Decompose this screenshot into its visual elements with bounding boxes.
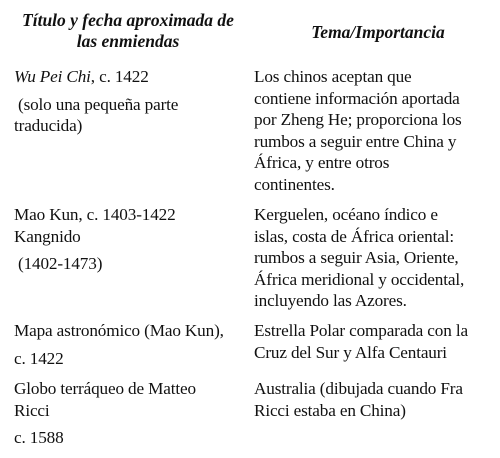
row-3-topic-cell	[254, 320, 494, 363]
column-header-title-date-line1: Título y fecha aproximada de	[22, 10, 234, 30]
column-header-topic	[262, 22, 494, 43]
row-3-title-line1: Mapa astronómico (Mao Kun),	[14, 321, 224, 340]
row-2-title-line3: (1402-1473)	[18, 254, 103, 274]
row-1-topic-line: Los chinos aceptan que	[254, 67, 412, 86]
row-1-topic-line: rumbos a seguir entre China y	[254, 131, 457, 151]
row-3-title-line2: c. 1422	[14, 348, 64, 368]
row-1-topic-line: contiene información aportada	[254, 88, 460, 108]
row-1-topic-line: continentes.	[254, 174, 335, 194]
row-2-title-line2: Kangnido	[14, 226, 81, 246]
row-2-topic-cell	[254, 204, 494, 312]
row-1-topic-line: África, y entre otros	[254, 153, 390, 173]
row-2-topic-line: rumbos a seguir Asia, Oriente,	[254, 248, 459, 268]
column-header-title-date	[6, 10, 250, 52]
row-4-title-line3: c. 1588	[14, 428, 64, 448]
row-3-topic-line: Cruz del Sur y Alfa Centauri	[254, 342, 447, 362]
column-header-title-date-line2: las enmiendas	[76, 31, 180, 51]
row-1-title-cell	[14, 66, 254, 137]
row-2-topic-line: incluyendo las Azores.	[254, 291, 407, 311]
row-1-title-date: , c. 1422	[90, 67, 149, 86]
row-4-topic-line: Ricci estaba en China)	[254, 400, 406, 420]
row-2-title-cell	[14, 204, 254, 275]
row-1-note-line1: (solo una pequeña parte	[18, 94, 179, 114]
row-2-title-line1: Mao Kun, c. 1403-1422	[14, 205, 176, 224]
row-4-topic-cell	[254, 378, 494, 421]
row-2-topic-line: Kerguelen, océano índico e	[254, 205, 438, 224]
row-1-title	[14, 66, 254, 88]
row-1-topic-cell	[254, 66, 494, 196]
row-4-title-line1: Globo terráqueo de Matteo	[14, 379, 196, 398]
row-4-title-cell	[14, 378, 254, 449]
row-2-topic-line: islas, costa de África oriental:	[254, 226, 454, 246]
row-4-topic-line: Australia (dibujada cuando Fra	[254, 379, 463, 398]
row-1-note-line2: traducida)	[14, 116, 83, 136]
column-header-topic-label: Tema/Importancia	[311, 22, 445, 42]
row-3-title-cell	[14, 320, 254, 369]
row-2-topic-line: África meridional y occidental,	[254, 269, 465, 289]
row-1-title-italic: Wu Pei Chi	[14, 67, 91, 86]
row-1-topic-line: por Zheng He; proporciona los	[254, 110, 462, 130]
row-4-title-line2: Ricci	[14, 400, 50, 420]
row-3-topic-line: Estrella Polar comparada con la	[254, 321, 468, 340]
